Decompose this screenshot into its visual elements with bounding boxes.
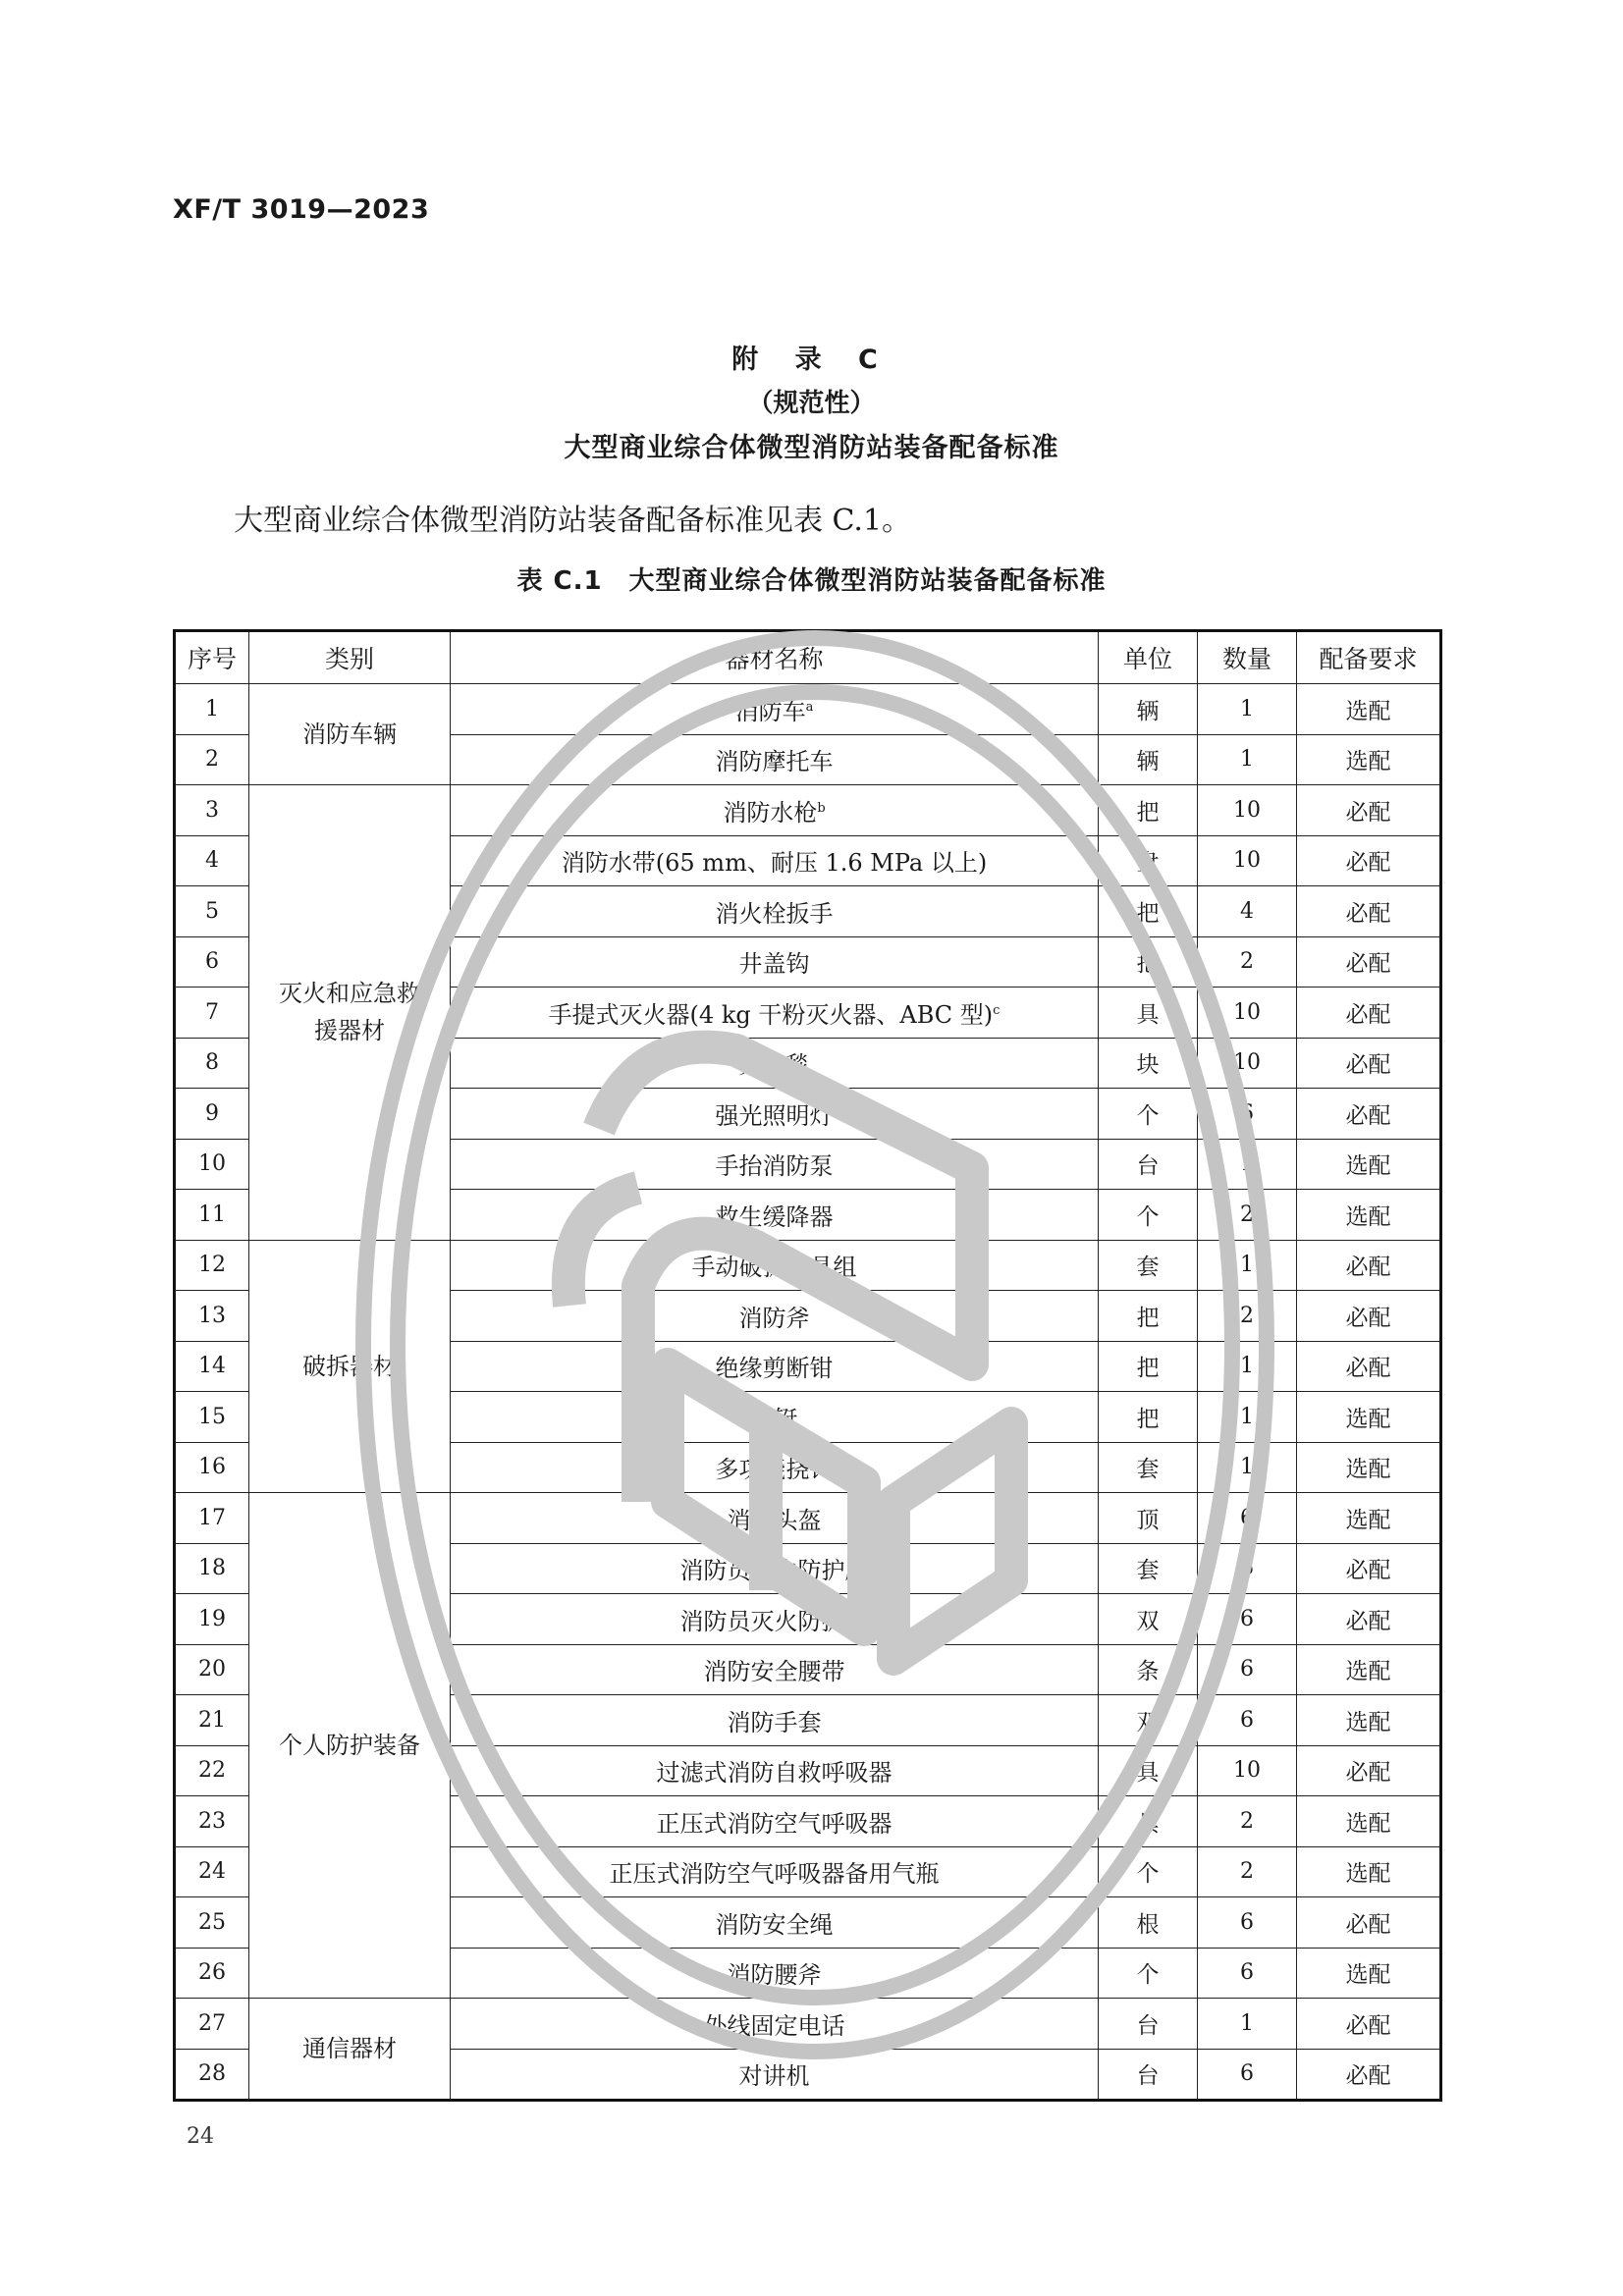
cell-quantity: 2: [1198, 1190, 1297, 1241]
table-row: [175, 785, 1441, 836]
cell-no: 16: [175, 1442, 249, 1493]
cell-unit: 把: [1099, 1341, 1198, 1392]
cell-equipment-name: [451, 1341, 1099, 1392]
cell-quantity: 6: [1198, 1493, 1297, 1544]
equipment-name-text: 灭火毯: [738, 1051, 810, 1080]
cell-equipment-name: [451, 1392, 1099, 1443]
cell-requirement: 必配: [1297, 1291, 1441, 1342]
cell-quantity: 6: [1198, 1644, 1297, 1695]
cell-unit: 台: [1099, 2049, 1198, 2101]
cell-quantity: 6: [1198, 1897, 1297, 1949]
cell-unit: 套: [1099, 1240, 1198, 1291]
header-no: 序号: [175, 631, 249, 684]
cell-quantity: 4: [1198, 886, 1297, 937]
cell-equipment-name: [451, 1745, 1099, 1796]
cell-quantity: 10: [1198, 1745, 1297, 1796]
equipment-name-text: 井盖钩: [738, 950, 810, 979]
footnote-marker: c: [993, 1002, 1001, 1018]
cell-quantity: 6: [1198, 1543, 1297, 1594]
cell-no: 28: [175, 2049, 249, 2101]
equipment-name-text: 手动破拆工具组: [691, 1254, 857, 1282]
cell-requirement: 选配: [1297, 1644, 1441, 1695]
equipment-name-text: 消火栓扳手: [715, 899, 834, 928]
cell-no: 4: [175, 835, 249, 886]
cell-equipment-name: [451, 936, 1099, 988]
cell-no: 12: [175, 1240, 249, 1291]
cell-no: 5: [175, 886, 249, 937]
cell-quantity: 6: [1198, 1089, 1297, 1140]
cell-unit: 个: [1099, 1190, 1198, 1241]
cell-requirement: 必配: [1297, 1089, 1441, 1140]
intro-paragraph: 大型商业综合体微型消防站装备配备标准见表 C.1。: [234, 504, 912, 538]
cell-no: 13: [175, 1291, 249, 1342]
cell-no: 1: [175, 684, 249, 735]
cell-quantity: 10: [1198, 835, 1297, 886]
equipment-name-text: 强光照明灯: [715, 1101, 834, 1130]
cell-requirement: 选配: [1297, 684, 1441, 735]
cell-equipment-name: [451, 1190, 1099, 1241]
cell-no: 21: [175, 1695, 249, 1746]
cell-unit: 条: [1099, 1644, 1198, 1695]
cell-quantity: 10: [1198, 1038, 1297, 1089]
cell-category: 个人防护装备: [249, 1493, 451, 1999]
cell-requirement: 必配: [1297, 886, 1441, 937]
equipment-name-text: 对讲机: [738, 2062, 810, 2091]
cell-quantity: 2: [1198, 1846, 1297, 1897]
cell-unit: 把: [1099, 1392, 1198, 1443]
cell-unit: 台: [1099, 1139, 1198, 1190]
equipment-name-text: 消防员灭火防护靴: [679, 1607, 869, 1635]
equipment-name-text: 正压式消防空气呼吸器备用气瓶: [609, 1860, 940, 1889]
cell-no: 25: [175, 1897, 249, 1949]
cell-equipment-name: [451, 1695, 1099, 1746]
cell-quantity: 10: [1198, 988, 1297, 1039]
cell-unit: 双: [1099, 1594, 1198, 1645]
cell-unit: 把: [1099, 1291, 1198, 1342]
cell-no: 2: [175, 734, 249, 785]
annex-name: 大型商业综合体微型消防站装备配备标准: [564, 433, 1059, 463]
header-name: 器材名称: [451, 631, 1099, 684]
table-header-row: [175, 631, 1441, 684]
cell-no: 23: [175, 1796, 249, 1847]
cell-unit: 把: [1099, 936, 1198, 988]
equipment-name-text: 消防腰斧: [727, 1961, 822, 1990]
cell-requirement: 选配: [1297, 1948, 1441, 1999]
equipment-name-text: 铁铤: [750, 1405, 798, 1433]
cell-requirement: 选配: [1297, 1442, 1441, 1493]
cell-unit: 盘: [1099, 835, 1198, 886]
annex-type: （规范性）: [747, 389, 876, 418]
cell-requirement: 必配: [1297, 835, 1441, 886]
cell-requirement: 选配: [1297, 734, 1441, 785]
cell-no: 20: [175, 1644, 249, 1695]
cell-requirement: 必配: [1297, 785, 1441, 836]
cell-requirement: 必配: [1297, 2049, 1441, 2101]
cell-equipment-name: [451, 1846, 1099, 1897]
cell-requirement: 选配: [1297, 1190, 1441, 1241]
cell-unit: 辆: [1099, 734, 1198, 785]
cell-no: 26: [175, 1948, 249, 1999]
equipment-name-text: 消防斧: [738, 1304, 810, 1332]
equipment-name-text: 消防车: [734, 697, 806, 725]
equipment-name-text: 消防头盔: [727, 1506, 822, 1534]
cell-category: 消防车辆: [249, 684, 451, 785]
equipment-name-text: 多功能挠钩: [715, 1456, 834, 1484]
cell-unit: 把: [1099, 886, 1198, 937]
cell-unit: 顶: [1099, 1493, 1198, 1544]
cell-unit: 辆: [1099, 684, 1198, 735]
cell-quantity: 2: [1198, 1796, 1297, 1847]
cell-equipment-name: [451, 1948, 1099, 1999]
cell-no: 9: [175, 1089, 249, 1140]
cell-equipment-name: [451, 1897, 1099, 1949]
cell-requirement: 必配: [1297, 1038, 1441, 1089]
cell-equipment-name: [451, 835, 1099, 886]
cell-quantity: 2: [1198, 1291, 1297, 1342]
cell-no: 19: [175, 1594, 249, 1645]
equipment-name-text: 手抬消防泵: [715, 1152, 834, 1181]
cell-no: 24: [175, 1846, 249, 1897]
cell-category: 通信器材: [249, 1999, 451, 2101]
cell-quantity: 10: [1198, 785, 1297, 836]
cell-unit: 个: [1099, 1948, 1198, 1999]
cell-quantity: 1: [1198, 1341, 1297, 1392]
equipment-name-text: 绝缘剪断钳: [715, 1355, 834, 1383]
cell-requirement: 必配: [1297, 988, 1441, 1039]
equipment-name-text: 外线固定电话: [703, 2011, 845, 2040]
cell-equipment-name: [451, 988, 1099, 1039]
cell-equipment-name: [451, 1038, 1099, 1089]
cell-quantity: 1: [1198, 734, 1297, 785]
cell-requirement: 选配: [1297, 1493, 1441, 1544]
equipment-name-text: 救生缓降器: [715, 1202, 834, 1231]
table-row: [175, 1493, 1441, 1544]
cell-equipment-name: [451, 1543, 1099, 1594]
cell-equipment-name: [451, 1089, 1099, 1140]
cell-category: 破拆器材: [249, 1240, 451, 1493]
cell-equipment-name: [451, 1644, 1099, 1695]
cell-equipment-name: [451, 886, 1099, 937]
header-category: 类别: [249, 631, 451, 684]
cell-unit: 具: [1099, 1796, 1198, 1847]
cell-quantity: 1: [1198, 1442, 1297, 1493]
cell-requirement: 必配: [1297, 1897, 1441, 1949]
equipment-name-text: 消防水枪: [723, 798, 818, 827]
cell-unit: 套: [1099, 1442, 1198, 1493]
cell-quantity: 1: [1198, 684, 1297, 735]
cell-requirement: 必配: [1297, 1543, 1441, 1594]
cell-quantity: 1: [1198, 1999, 1297, 2050]
table-row: [175, 1999, 1441, 2050]
equipment-name-text: 消防手套: [727, 1708, 822, 1736]
cell-requirement: 选配: [1297, 1846, 1441, 1897]
cell-quantity: 2: [1198, 936, 1297, 988]
equipment-table: [173, 629, 1442, 2102]
header-requirement: 配备要求: [1297, 631, 1441, 684]
cell-unit: 块: [1099, 1038, 1198, 1089]
cell-requirement: 选配: [1297, 1695, 1441, 1746]
equipment-name-text: 过滤式消防自救呼吸器: [656, 1759, 893, 1788]
cell-quantity: 6: [1198, 1594, 1297, 1645]
equipment-name-text: 消防水带(65 mm、耐压 1.6 MPa 以上): [561, 849, 988, 878]
cell-quantity: 6: [1198, 2049, 1297, 2101]
cell-no: 7: [175, 988, 249, 1039]
cell-requirement: 必配: [1297, 1594, 1441, 1645]
cell-quantity: 1: [1198, 1139, 1297, 1190]
cell-unit: 根: [1099, 1897, 1198, 1949]
table-row: [175, 1240, 1441, 1291]
cell-quantity: 6: [1198, 1948, 1297, 1999]
cell-no: 14: [175, 1341, 249, 1392]
header-unit: 单位: [1099, 631, 1198, 684]
page-number: 24: [187, 2124, 214, 2149]
cell-unit: 双: [1099, 1695, 1198, 1746]
equipment-name-text: 消防安全绳: [715, 1910, 834, 1939]
cell-no: 8: [175, 1038, 249, 1089]
cell-no: 22: [175, 1745, 249, 1796]
annex-title: 附 录 C: [731, 345, 892, 375]
cell-no: 10: [175, 1139, 249, 1190]
cell-unit: 台: [1099, 1999, 1198, 2050]
cell-unit: 个: [1099, 1846, 1198, 1897]
cell-no: 6: [175, 936, 249, 988]
cell-requirement: 必配: [1297, 1999, 1441, 2050]
cell-equipment-name: [451, 1594, 1099, 1645]
equipment-name-text: 消防员灭火防护服: [679, 1557, 869, 1585]
cell-unit: 把: [1099, 785, 1198, 836]
cell-equipment-name: [451, 1139, 1099, 1190]
cell-unit: 具: [1099, 988, 1198, 1039]
cell-equipment-name: [451, 785, 1099, 836]
table-body: [175, 684, 1441, 2101]
cell-equipment-name: [451, 1442, 1099, 1493]
cell-quantity: 6: [1198, 1695, 1297, 1746]
cell-requirement: 选配: [1297, 1796, 1441, 1847]
cell-no: 11: [175, 1190, 249, 1241]
equipment-name-text: 消防摩托车: [715, 748, 834, 776]
footnote-marker: b: [817, 800, 826, 816]
cell-equipment-name: [451, 734, 1099, 785]
cell-no: 17: [175, 1493, 249, 1544]
cell-no: 27: [175, 1999, 249, 2050]
cell-requirement: 必配: [1297, 1240, 1441, 1291]
cell-equipment-name: [451, 684, 1099, 735]
cell-quantity: 1: [1198, 1240, 1297, 1291]
header-qty: 数量: [1198, 631, 1297, 684]
cell-equipment-name: [451, 1493, 1099, 1544]
cell-equipment-name: [451, 1796, 1099, 1847]
table-caption: 表 C.1 大型商业综合体微型消防站装备配备标准: [516, 566, 1107, 596]
standard-code: XF/T 3019—2023: [173, 194, 430, 225]
cell-equipment-name: [451, 1999, 1099, 2050]
cell-requirement: 必配: [1297, 1341, 1441, 1392]
cell-no: 15: [175, 1392, 249, 1443]
equipment-name-text: 正压式消防空气呼吸器: [656, 1809, 893, 1838]
cell-unit: 具: [1099, 1745, 1198, 1796]
cell-equipment-name: [451, 1240, 1099, 1291]
cell-unit: 套: [1099, 1543, 1198, 1594]
cell-equipment-name: [451, 1291, 1099, 1342]
cell-equipment-name: [451, 2049, 1099, 2101]
cell-requirement: 必配: [1297, 1745, 1441, 1796]
cell-no: 3: [175, 785, 249, 836]
cell-requirement: 选配: [1297, 1392, 1441, 1443]
equipment-name-text: 手提式灭火器(4 kg 干粉灭火器、ABC 型): [548, 1000, 994, 1029]
cell-category: 灭火和应急救援器材: [249, 785, 451, 1241]
table-row: [175, 684, 1441, 735]
cell-requirement: 必配: [1297, 936, 1441, 988]
equipment-name-text: 消防安全腰带: [703, 1658, 845, 1686]
cell-unit: 个: [1099, 1089, 1198, 1140]
cell-requirement: 选配: [1297, 1139, 1441, 1190]
cell-no: 18: [175, 1543, 249, 1594]
footnote-marker: a: [805, 699, 814, 715]
cell-quantity: 1: [1198, 1392, 1297, 1443]
